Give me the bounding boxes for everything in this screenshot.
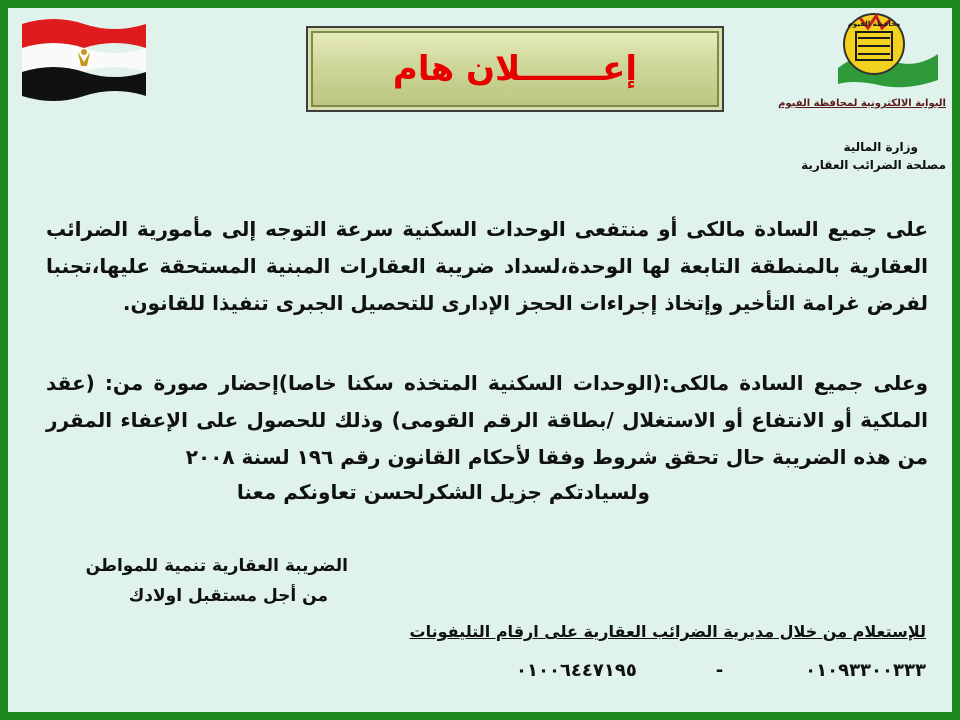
ministry-name: وزارة المالية <box>843 140 918 154</box>
egypt-flag-icon <box>18 12 150 102</box>
slogan-line-2: من أجل مستقبل اولادك <box>128 586 328 606</box>
logo-text: محافظة الفيوم <box>847 20 901 28</box>
fayoum-governorate-logo-icon <box>834 8 944 94</box>
announcement-frame <box>8 8 952 712</box>
closing-line: ولسيادتكم جزيل الشكرلحسن تعاونكم معنا <box>236 480 650 504</box>
phone-separator: - <box>715 660 727 681</box>
phone-number-2: ٠١٠٠٦٤٤٧١٩٥ <box>516 660 637 681</box>
announcement-paragraph-1: على جميع السادة مالكى أو منتفعى الوحدات السكنية سرعة التوجه إلى مأمورية الضرائب العقارية بالمنطقة التابعة لها الوحدة،لسداد ضريبة العقارات المبنية المستحقة عليها،تجنبا لفرض غرامة التأخير وإتخاذ إجراءات الحجز الإدارى للتحصيل الجبرى تنفيذا للقانون. <box>46 217 928 315</box>
page-title: إعـــــــلان هام <box>392 49 638 89</box>
phone-number-1: ٠١٠٩٣٣٠٠٣٣٣ <box>805 660 926 681</box>
portal-caption: البوابة الالكترونية لمحافظة الفيوم <box>778 98 946 109</box>
slogan-line-1: الضريبة العقارية تنمية للمواطن <box>85 556 348 576</box>
announcement-paragraph-2: وعلى جميع السادة مالكى:(الوحدات السكنية المتخذه سكنا خاصا)إحضار صورة من: (عقد الملكية أو الانتفاع أو الاستغلال /بطاقة الرقم القومى) وذلك للحصول على الإعفاء المقرر من هذه الضريبة حال تحقق شروط وفقا لأحكام القانون رقم ١٩٦ لسنة ٢٠٠٨ <box>46 371 928 469</box>
title-banner <box>306 26 724 112</box>
phone-numbers <box>516 660 926 681</box>
inquiry-label: للإستعلام من خلال مديرية الضرائب العقارية على ارقام التليفونات <box>409 622 926 641</box>
authority-name: مصلحة الضرائب العقارية <box>801 158 946 172</box>
